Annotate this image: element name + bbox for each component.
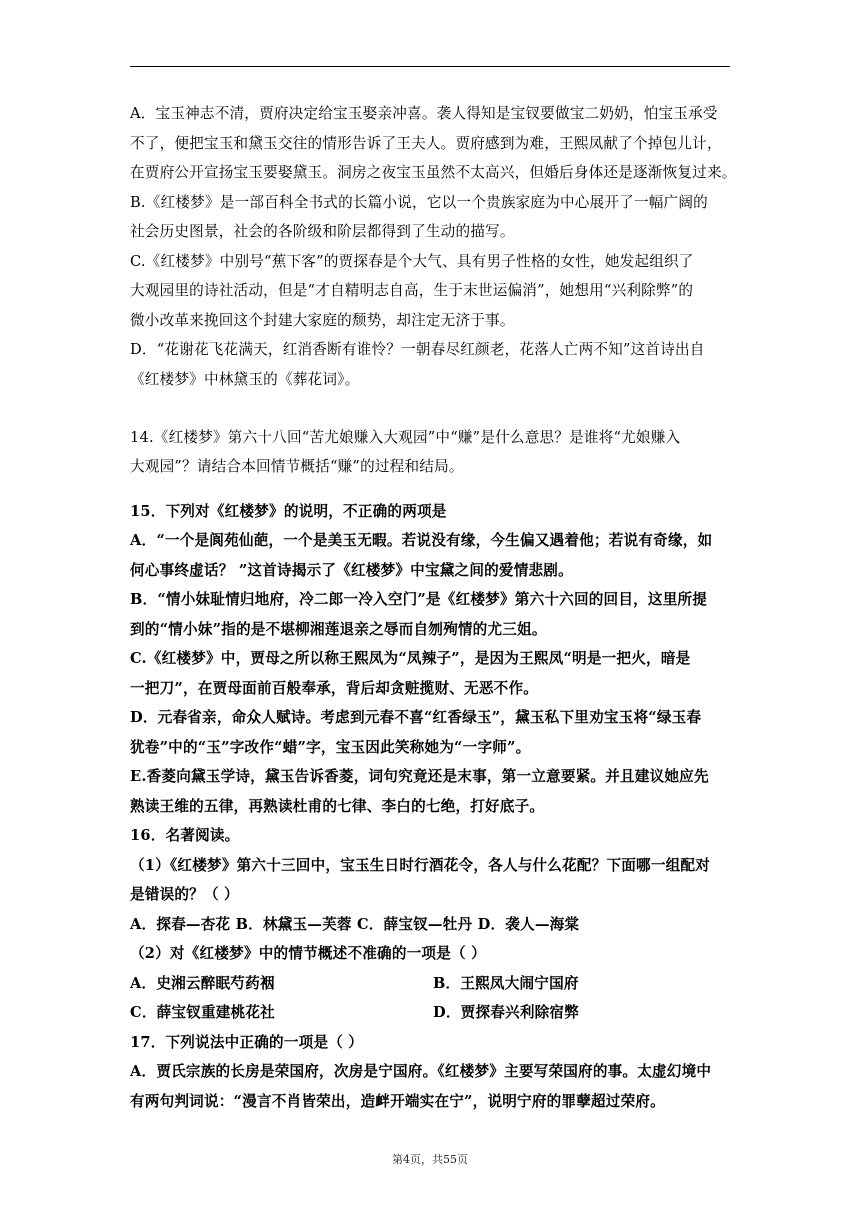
q16-sub1-options: A．探春—杏花 B．林黛玉—芙蓉 C．薛宝钗—牡丹 D．袭人—海棠 [130,916,580,933]
q15-option-c-line-2: 一把刀”，在贾母面前百般奉承，背后却贪赃揽财、无恶不作。 [130,680,539,697]
q16-sub2-option-c: C．薛宝钗重建桃花社 [130,1004,275,1021]
q15-option-d-line-2: 犹卷”中的“玉”字改作“蜡”字，宝玉因此笑称她为“一字师”。 [130,739,531,756]
option-b-line-1: B.《红楼梦》是一部百科全书式的长篇小说，它以一个贵族家庭为中心展开了一幅广阔的 [130,194,708,211]
option-d-line-1: D．“花谢花飞花满天，红消香断有谁怜？一朝春尽红颜老，花落人亡两不知”这首诗出自 [130,341,705,358]
option-a-line-1: A．宝玉神志不清，贾府决定给宝玉娶亲冲喜。袭人得知是宝钗要做宝二奶奶，怕宝玉承受 [130,105,718,122]
q15-option-a-line-2: 何心事终虚话？ ”这首诗揭示了《红楼梦》中宝黛之间的爱情悲剧。 [130,562,573,579]
option-c-line-1: C.《红楼梦》中别号“蕉下客”的贾探春是个大气、具有男子性格的女性，她发起组织了 [130,253,694,270]
option-a-line-3: 在贾府公开宣扬宝玉要娶黛玉。洞房之夜宝玉虽然不太高兴，但婚后身体还是逐渐恢复过来。 [130,164,737,181]
q16-sub2-title: （2）对《红楼梦》中的情节概述不准确的一项是（ ） [130,945,486,962]
option-b-line-2: 社会历史图景，社会的各阶级和阶层都得到了生动的描写。 [130,223,515,240]
q17-option-a-line-1: A．贾氏宗族的长房是荣国府，次房是宁国府。《红楼梦》主要写荣国府的事。太虚幻境中 [130,1063,712,1080]
q17-title: 17．下列说法中正确的一项是（ ） [130,1034,364,1051]
page-number: 第4页，共55页 [392,1153,468,1166]
q16-sub2-option-a: A．史湘云醉眠芍药裀 [130,975,275,992]
q16-title: 16．名著阅读。 [130,827,240,844]
q15-option-a-line-1: A．“一个是阆苑仙葩，一个是美玉无暇。若说没有缘，今生偏又遇着他；若说有奇缘，如 [130,532,713,549]
q14-line-1: 14.《红楼梦》第六十八回“苦尤娘赚入大观园”中“赚”是什么意思？是谁将“尤娘赚入 [130,429,681,446]
q15-option-e-line-2: 熟读王维的五律，再熟读杜甫的七律、李白的七绝，打好底子。 [130,798,545,815]
option-c-line-3: 微小改革来挽回这个封建大家庭的颓势，却注定无济于事。 [130,312,515,329]
q17-option-a-line-2: 有两句判词说：“漫言不肖皆荣出，造衅开端实在宁”，说明宁府的罪孽超过荣府。 [130,1093,665,1110]
option-d-line-2: 《红楼梦》中林黛玉的《葬花词》。 [130,371,360,388]
q15-option-b-line-1: B．“情小妹耻情归地府，冷二郎一冷入空门”是《红楼梦》第六十六回的回目，这里所提 [130,591,708,608]
q15-option-d-line-1: D．元春省亲，命众人赋诗。考虑到元春不喜“红香绿玉”，黛玉私下里劝宝玉将“绿玉春 [130,709,702,726]
q16-sub1-line-1: （1）《红楼梦》第六十三回中，宝玉生日时行酒花令，各人与什么花配？下面哪一组配对 [130,857,711,874]
q15-title: 15．下列对《红楼梦》的说明，不正确的两项是 [130,503,447,520]
q16-sub1-line-2: 是错误的？（ ） [130,886,239,903]
q16-sub2-option-d: D．贾探春兴利除宿弊 [433,1004,580,1021]
q15-option-c-line-1: C.《红楼梦》中，贾母之所以称王熙凤为“凤辣子”，是因为王熙凤“明是一把火，暗是 [130,650,691,667]
option-c-line-2: 大观园里的诗社活动，但是“才自精明志自高，生于末世运偏消”，她想用“兴利除弊”的 [130,282,694,299]
header-rule [130,66,730,67]
q14-line-2: 大观园”？请结合本回情节概括“赚”的过程和结局。 [130,458,464,475]
option-a-line-2: 不了，便把宝玉和黛玉交往的情形告诉了王夫人。贾府感到为难，王熙凤献了个掉包儿计， [130,135,722,152]
q16-sub2-option-b: B．王熙凤大闹宁国府 [433,975,579,992]
q15-option-b-line-2: 到的“情小妹”指的是不堪柳湘莲退亲之辱而自刎殉情的尤三姐。 [130,621,547,638]
q15-option-e-line-1: E.香菱向黛玉学诗，黛玉告诉香菱，词句究竟还是末事，第一立意要紧。并且建议她应先 [130,768,709,785]
